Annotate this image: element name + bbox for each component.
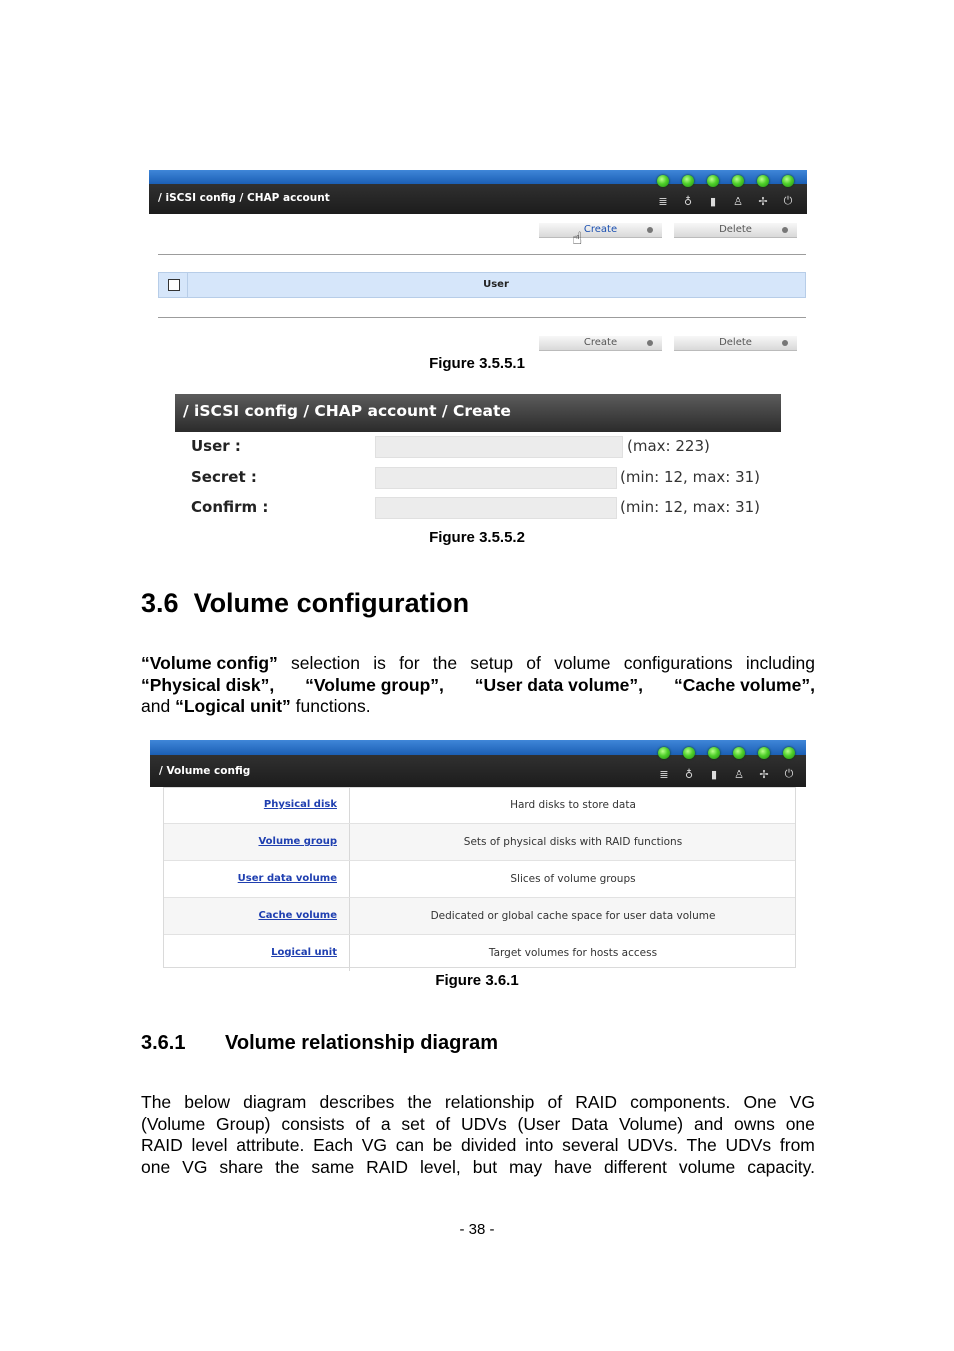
select-all-checkbox[interactable] (168, 279, 180, 291)
word: volume (678, 1156, 736, 1177)
word: UDVs. (627, 1135, 678, 1155)
word: different (603, 1156, 667, 1177)
fan-icon[interactable]: ✢ (758, 194, 768, 208)
word: share (219, 1156, 264, 1177)
word: including (745, 653, 815, 673)
status-light-icon (682, 175, 694, 187)
status-light-icon (783, 747, 795, 759)
breadcrumb: / Volume config (159, 765, 251, 777)
word: same (311, 1156, 355, 1177)
word: UDVs (725, 1135, 772, 1155)
word: of (355, 1113, 370, 1134)
word: RAID (366, 1156, 408, 1177)
status-light-icon (683, 747, 695, 759)
delete-button-bottom[interactable] (674, 336, 797, 351)
word: below (184, 1092, 230, 1112)
word: one (785, 1113, 815, 1134)
word: several (562, 1135, 619, 1155)
term: “Cache volume”, (673, 674, 815, 695)
paragraph-line (141, 1157, 815, 1179)
paragraph-line (141, 1135, 815, 1157)
status-light-icon (707, 175, 719, 187)
word: One (743, 1092, 777, 1112)
intro-paragraph (141, 653, 815, 718)
paragraph-line (141, 696, 815, 718)
word: have (554, 1156, 592, 1177)
button-dot-icon (647, 340, 653, 346)
word: attribute. (236, 1135, 305, 1155)
word: for (399, 653, 420, 673)
create-button-bottom[interactable] (539, 336, 662, 351)
delete-button[interactable] (674, 223, 797, 238)
row-description: Dedicated or global cache space for user data volume (430, 910, 716, 922)
breadcrumb: / iSCSI config / CHAP account / Create (183, 402, 511, 420)
status-light-icon (758, 747, 770, 759)
term: “Volume config” (141, 653, 278, 673)
volume-panel-header (150, 740, 806, 787)
word: can (395, 1135, 424, 1155)
battery-icon[interactable]: ▮ (709, 194, 717, 208)
status-light-icon (733, 747, 745, 759)
word: level (191, 1135, 228, 1155)
word: consists (281, 1113, 345, 1134)
status-icons (657, 195, 807, 207)
disk-icon[interactable]: ≣ (659, 767, 669, 781)
secret-field[interactable] (375, 467, 617, 489)
paragraph-line (141, 1114, 815, 1136)
word: into (525, 1135, 554, 1155)
word: volume (554, 653, 611, 673)
breadcrumb: / iSCSI config / CHAP account (158, 192, 330, 204)
status-light-icon (732, 175, 744, 187)
secret-hint: (min: 12, max: 31) (620, 468, 761, 486)
fan-icon[interactable]: ✢ (759, 767, 769, 781)
status-lights (657, 175, 807, 187)
user-label: User : (191, 437, 241, 455)
button-dot-icon (782, 340, 788, 346)
volume-group-link[interactable]: Volume group (163, 824, 350, 860)
status-light-icon (658, 747, 670, 759)
term: “Physical disk”, (141, 674, 275, 695)
row-description: Hard disks to store data (510, 799, 636, 811)
disk-icon[interactable]: ≣ (658, 194, 668, 208)
word: divided (460, 1135, 517, 1155)
word: The (141, 1092, 172, 1112)
word: and (141, 696, 171, 716)
word: the (275, 1156, 300, 1177)
word: (Volume (141, 1113, 206, 1134)
word: configurations (623, 653, 733, 673)
word: owns (734, 1113, 775, 1134)
divider (158, 254, 806, 255)
word: VG (182, 1156, 208, 1177)
word: Each (313, 1135, 354, 1155)
cache-volume-link[interactable]: Cache volume (163, 898, 350, 934)
body-paragraph (141, 1092, 815, 1178)
button-dot-icon (647, 227, 653, 233)
delete-button-label: Delete (719, 337, 752, 348)
chap-panel-header (149, 170, 807, 214)
word: capacity. (747, 1156, 815, 1177)
term: “Logical unit” (175, 696, 291, 716)
word: Data (571, 1113, 609, 1134)
status-icons (658, 768, 808, 780)
word: The (686, 1135, 717, 1155)
word: VG (361, 1135, 388, 1155)
subsection-title: Volume relationship diagram (225, 1032, 499, 1054)
user-table-header (158, 272, 806, 298)
word: level, (419, 1156, 461, 1177)
table-row (163, 935, 796, 971)
word: the (432, 653, 458, 673)
word: may (509, 1156, 543, 1177)
row-description: Sets of physical disks with RAID functions (463, 836, 683, 848)
word: from (779, 1135, 815, 1155)
confirm-field[interactable] (375, 497, 617, 519)
word: the (407, 1092, 432, 1112)
delete-button-label: Delete (719, 224, 752, 235)
create-button-label: Create (583, 337, 618, 348)
table-row (163, 787, 796, 824)
word: setup (470, 653, 514, 673)
plug-icon[interactable]: ♙ (734, 767, 744, 781)
section-heading (141, 588, 469, 619)
secret-label: Secret : (191, 468, 257, 486)
word: of (526, 653, 541, 673)
logical-unit-link[interactable]: Logical unit (163, 935, 350, 971)
divider (158, 317, 806, 318)
hand-cursor-icon: ☝ (572, 229, 583, 249)
create-button-label: Create (583, 224, 618, 235)
word: Group) (216, 1113, 271, 1134)
physical-disk-link[interactable]: Physical disk (163, 787, 350, 823)
word: and (693, 1113, 724, 1134)
word: but (472, 1156, 498, 1177)
page-number: - 38 - (459, 1221, 495, 1238)
power-icon[interactable]: ⏻ (783, 194, 793, 207)
subsection-number: 3.6.1 (141, 1032, 186, 1054)
user-column-header: User (483, 279, 509, 290)
word: diagram (243, 1092, 307, 1112)
row-description: Target volumes for hosts access (488, 947, 658, 959)
table-row (163, 861, 796, 898)
figure-caption: Figure 3.5.5.2 (429, 529, 525, 546)
status-lights (658, 747, 808, 759)
table-row (163, 898, 796, 935)
word: of (435, 1113, 451, 1134)
word: (User (517, 1113, 561, 1134)
word: selection (290, 653, 361, 673)
word: is (373, 653, 386, 673)
word: a (380, 1113, 391, 1134)
select-all-cell (159, 273, 188, 297)
plug-icon[interactable]: ♙ (733, 194, 743, 208)
word: functions. (295, 696, 371, 716)
confirm-hint: (min: 12, max: 31) (620, 498, 761, 516)
section-number: 3.6 (141, 588, 179, 618)
section-title: Volume configuration (193, 588, 470, 618)
table-row (163, 824, 796, 861)
figure-caption: Figure 3.5.5.1 (429, 355, 525, 372)
term: “Volume group”, (305, 674, 444, 695)
figure-caption: Figure 3.6.1 (435, 972, 519, 989)
word: describes (319, 1092, 395, 1112)
paragraph-line (141, 653, 815, 675)
create-form-header (175, 394, 781, 432)
paragraph-line (141, 675, 815, 697)
button-dot-icon (782, 227, 788, 233)
power-icon[interactable]: ⏻ (784, 767, 794, 780)
term: “User data volume”, (474, 674, 644, 695)
paragraph-line (141, 1092, 815, 1114)
status-light-icon (657, 175, 669, 187)
confirm-label: Confirm : (191, 498, 269, 516)
word: be (432, 1135, 453, 1155)
thermometer-icon[interactable]: ♁ (684, 767, 694, 781)
word: Volume) (618, 1113, 684, 1134)
word: components. (630, 1092, 731, 1112)
status-light-icon (757, 175, 769, 187)
word: relationship (444, 1092, 535, 1112)
word: UDVs (461, 1113, 507, 1134)
word: RAID (575, 1092, 618, 1112)
user-field[interactable] (375, 436, 623, 458)
word: VG (789, 1092, 815, 1112)
volume-config-table (163, 787, 796, 971)
word: set (401, 1113, 425, 1134)
word: RAID (141, 1135, 183, 1155)
status-light-icon (782, 175, 794, 187)
row-description: Slices of volume groups (510, 873, 636, 885)
thermometer-icon[interactable]: ♁ (683, 194, 693, 208)
word: one (141, 1156, 171, 1177)
status-light-icon (708, 747, 720, 759)
word: of (547, 1092, 563, 1112)
create-button[interactable] (539, 223, 662, 238)
battery-icon[interactable]: ▮ (710, 767, 718, 781)
user-hint: (max: 223) (627, 437, 710, 455)
user-data-volume-link[interactable]: User data volume (163, 861, 350, 897)
